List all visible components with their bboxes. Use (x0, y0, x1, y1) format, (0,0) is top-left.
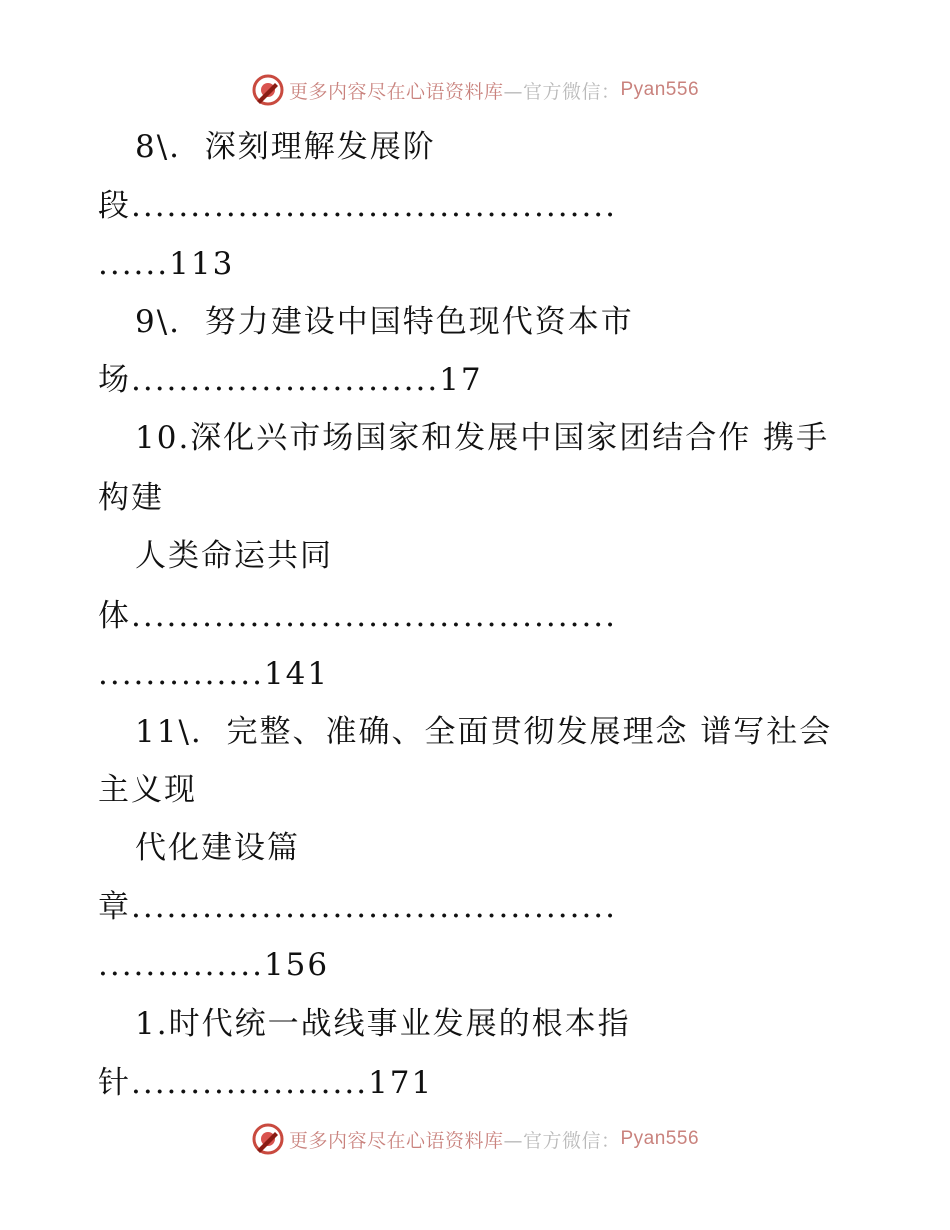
toc-line: 主义现 (98, 772, 197, 808)
footer-watermark (0, 1119, 950, 1159)
toc-line: 代化建设篇 (135, 830, 300, 866)
pen-logo-icon (251, 73, 285, 107)
watermark-main-text: 更多内容尽在心语资料库 (288, 80, 504, 103)
toc-line: 人类命运共同 (135, 538, 333, 574)
toc-line: ..............156 (98, 947, 330, 983)
toc-line: 段......................................... (98, 188, 618, 224)
toc-line: 8\. 深刻理解发展阶 (135, 129, 436, 165)
toc-line: 针....................171 (98, 1065, 434, 1101)
toc-line: 体......................................... (98, 598, 618, 634)
watermark-sub-text: —官方微信： (503, 80, 621, 103)
watermark-wechat-id: Pyan556 (620, 1128, 700, 1149)
watermark-sub-text: —官方微信： (503, 1129, 621, 1152)
toc-line: 1.时代统一战线事业发展的根本指 (135, 1006, 631, 1042)
header-watermark (0, 70, 950, 110)
toc-line: ..............141 (98, 656, 330, 692)
watermark-wechat-id: Pyan556 (620, 79, 700, 100)
toc-line: 章......................................... (98, 889, 618, 925)
watermark-main-text: 更多内容尽在心语资料库 (288, 1129, 504, 1152)
pen-logo-icon (251, 1122, 285, 1156)
toc-line: 10.深化兴市场国家和发展中国家团结合作 携手 (135, 420, 830, 456)
toc-line: 场..........................17 (98, 362, 483, 398)
toc-line: 构建 (98, 480, 164, 516)
toc-line: 9\. 努力建设中国特色现代资本市 (135, 304, 634, 340)
toc-line: ......113 (98, 246, 235, 282)
toc-line: 11\. 完整、准确、全面贯彻发展理念 谱写社会 (135, 714, 833, 750)
